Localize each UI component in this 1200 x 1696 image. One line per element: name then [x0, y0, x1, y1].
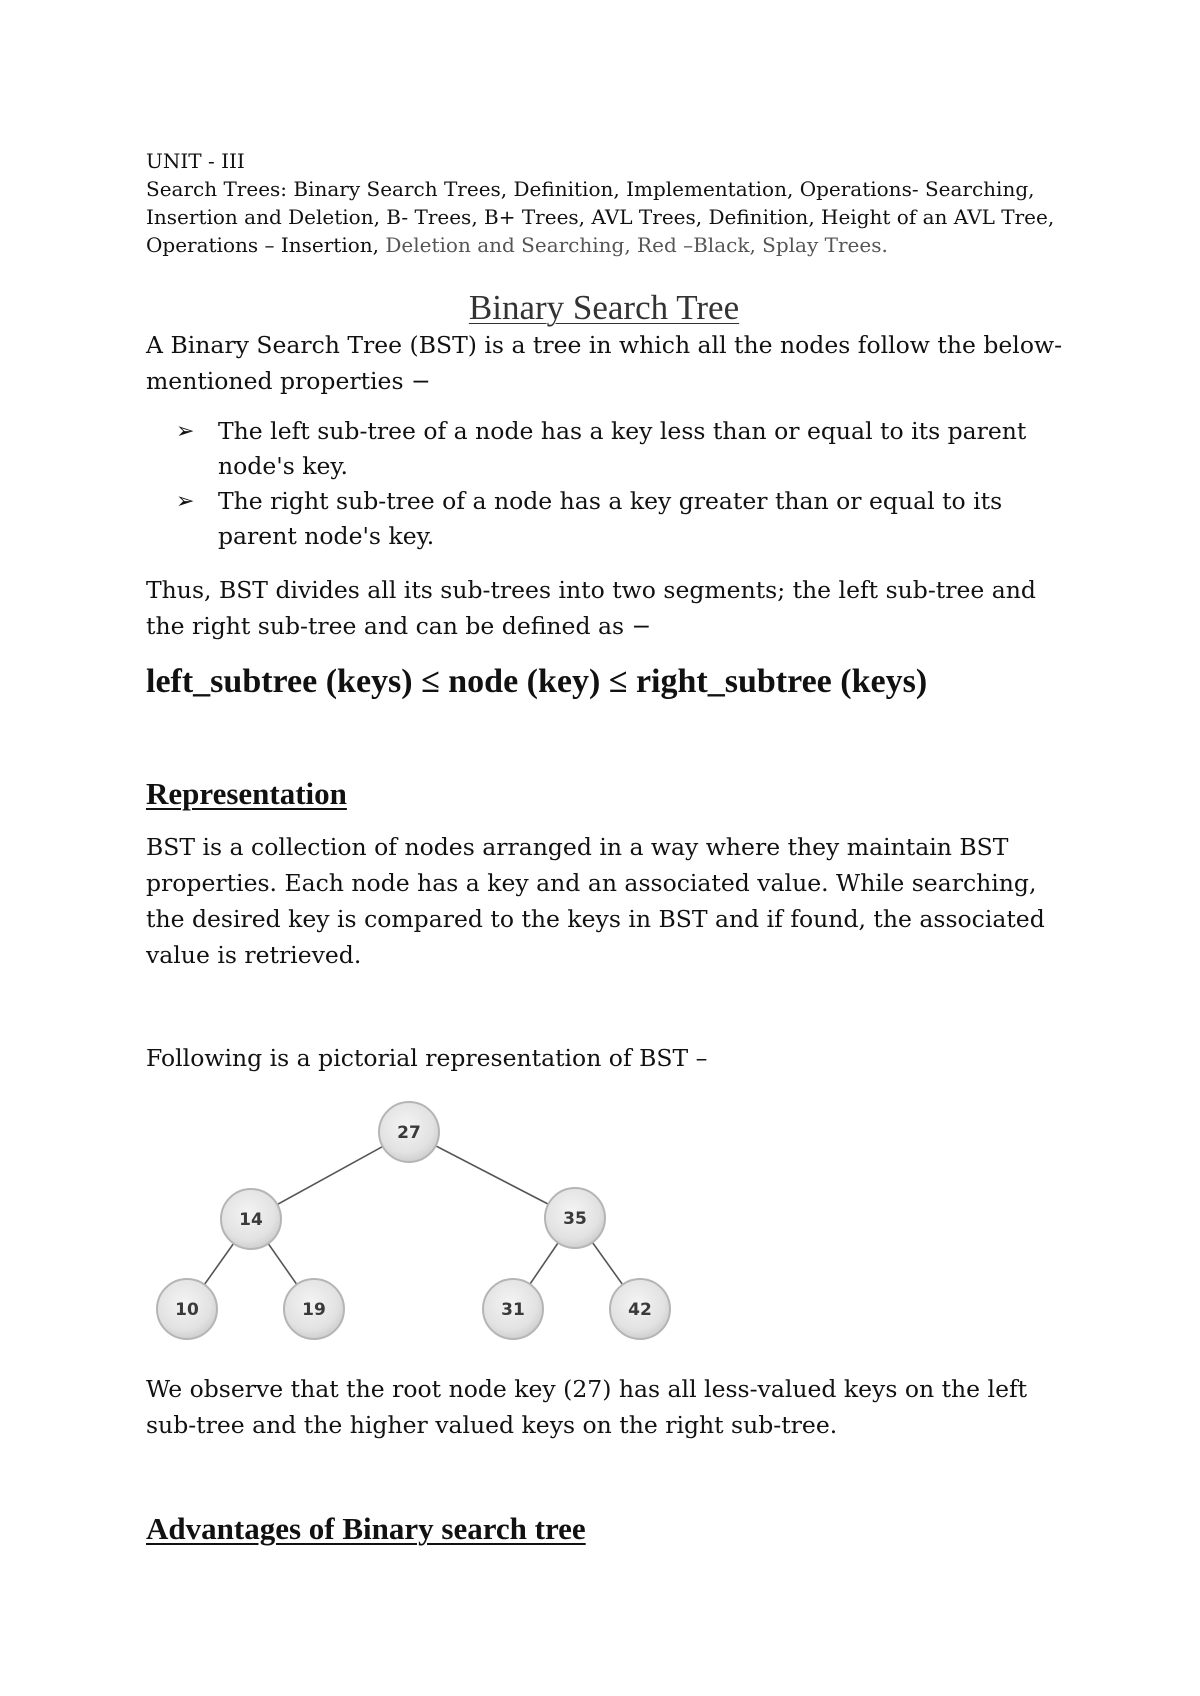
observation-paragraph: We observe that the root node key (27) has all less-valued keys on the left sub-tree and the higher valued keys on the right sub-tree.	[146, 1375, 1028, 1439]
list-item	[176, 484, 1076, 554]
unit-header	[146, 147, 1076, 259]
unit-label: UNIT - III	[146, 149, 245, 173]
pictorial-caption: Following is a pictorial representation of BST –	[146, 1044, 708, 1072]
list-item-text: The left sub-tree of a node has a key less than or equal to its parent node's key.	[218, 417, 1027, 480]
representation-paragraph: BST is a collection of nodes arranged in a way where they maintain BST properties. Each node has a key and an associated value. While searching, the desired key is compared to the keys in BST and if found, the associated value is retrieved.	[146, 833, 1045, 969]
page-title: Binary Search Tree	[468, 288, 740, 327]
tree-node-left-left	[157, 1279, 217, 1339]
tree-node-left	[221, 1189, 281, 1249]
list-item	[176, 414, 1076, 484]
bst-formula: left_subtree (keys) ≤ node (key) ≤ right_subtree (keys)	[146, 663, 928, 700]
advantages-heading: Advantages of Binary search tree	[146, 1511, 586, 1546]
list-item-text: The right sub-tree of a node has a key greater than or equal to its parent node's key.	[218, 487, 1003, 550]
arrow-bullet-icon: ➢	[176, 489, 195, 514]
tree-node-left-right	[284, 1279, 344, 1339]
bst-diagram	[146, 1095, 686, 1350]
node-key: 42	[628, 1300, 652, 1320]
representation-heading: Representation	[146, 776, 347, 811]
tree-node-right-left	[483, 1279, 543, 1339]
tree-node-right	[545, 1188, 605, 1248]
thus-paragraph: Thus, BST divides all its sub-trees into two segments; the left sub-tree and the right sub-tree and can be defined as −	[146, 576, 1036, 640]
property-list	[176, 414, 1076, 554]
node-key: 31	[501, 1300, 525, 1320]
node-key: 27	[397, 1123, 421, 1143]
node-key: 10	[175, 1300, 199, 1320]
intro-paragraph: A Binary Search Tree (BST) is a tree in which all the nodes follow the below-mentioned properties −	[146, 331, 1063, 395]
unit-topics	[146, 175, 1076, 259]
node-key: 19	[302, 1300, 326, 1320]
tree-node-right-right	[610, 1279, 670, 1339]
tree-node-root	[379, 1102, 439, 1162]
arrow-bullet-icon: ➢	[176, 419, 195, 444]
node-key: 14	[239, 1210, 263, 1230]
unit-topics-main: Search Trees: Binary Search Trees, Definition, Implementation, Operations- Searching, Insertion and Deletion, B- Trees, B+ Trees, AVL Trees, Definition, Height of an AVL Tree, Operations – Insertion,	[146, 177, 1055, 257]
node-key: 35	[563, 1209, 587, 1229]
bst-diagram-svg	[146, 1095, 686, 1350]
unit-topics-light: Deletion and Searching, Red –Black, Splay Trees.	[379, 233, 888, 257]
